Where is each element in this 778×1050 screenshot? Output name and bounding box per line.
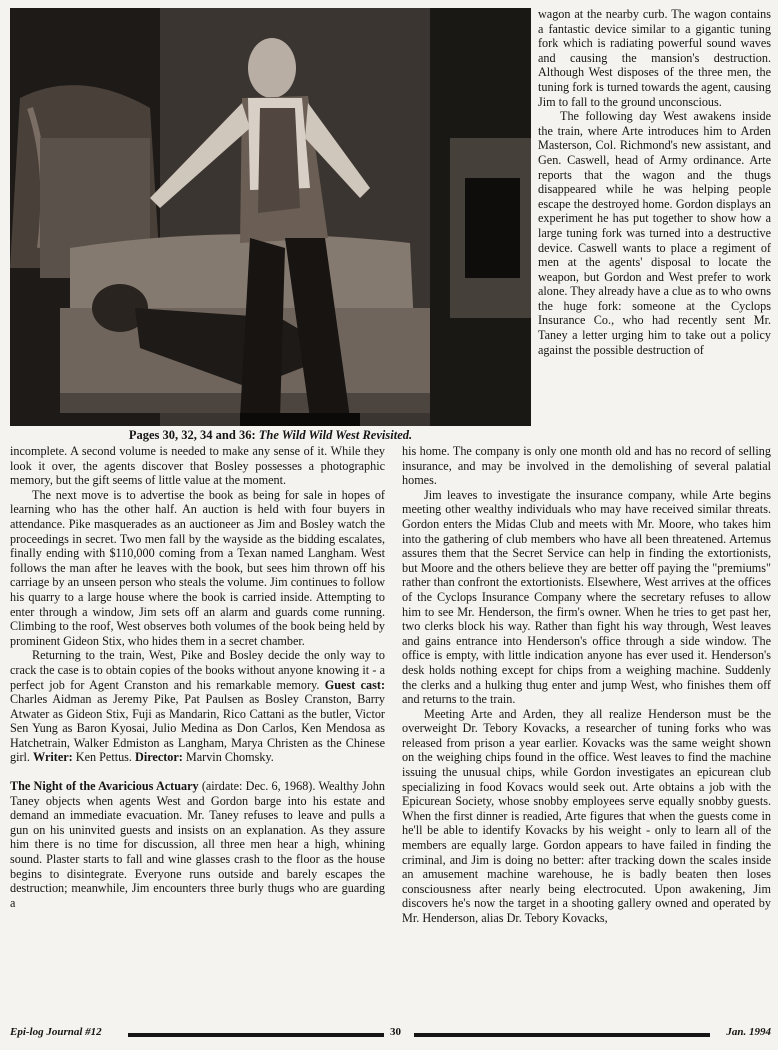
paragraph: his home. The company is only one month old and has no record of selling insurance, and may be involved in the demolishing of several palatial homes. [402, 444, 771, 488]
photo-caption [10, 428, 531, 442]
paragraph-text: Returning to the train, West, Pike and Bosley decide the only way to crack the case is to obtain copies of the books without anyone knowing it - a perfect job for Agent Cranston and his remarkable memory. [10, 648, 385, 692]
journal-name: Epi-log Journal #12 [10, 1026, 102, 1038]
paragraph-text: Wealthy John Taney objects when agents West and Gordon barge into his estate and demand an immediate evacuation. Mr. Taney refuses to leave and pulls a gun on his uninvited guests and insists on an explanation. As they assure him there is no time for discussion, all three men hear a high, whining sound. Plaster starts to fall and wine glasses crash to the floor as the house begins to disintegrate. Everyone runs outside and barely escapes the destruction; meanwhile, Jim encounters three burly thugs who are guarding a [10, 779, 385, 910]
page-footer [10, 1026, 771, 1044]
issue-date: Jan. 1994 [726, 1026, 771, 1038]
director-text: Marvin Chomsky. [185, 750, 274, 765]
footer-rule [414, 1033, 710, 1037]
paragraph: The next move is to advertise the book as being for sale in hopes of learning who has the other half. An auction is held with four buyers in attendance. Pike masquerades as an auctioneer as Jim and Bosley watch the proceedings in secret. Two men fall by the wayside as the bidding escalates, finally ending with $110,000 coming from a Texan named Langham. West follows the man after he leaves with the book, but sees him thrown off his carriage by an unseen person who steals the volume. Jim continues to follow his quarry to a large house where the book is carried inside. Attempting to enter through a window, Jim sets off an alarm and guards come running. Climbing to the roof, West observes both volumes of the book being held by prominent Gideon Stix, who hides them in a secret chamber. [10, 487, 385, 648]
episode-paragraph [10, 779, 385, 910]
paragraph: Jim leaves to investigate the insurance company, while Arte begins meeting other wealthy individuals who may have received similar threats. Gordon enters the Midas Club and meets with Mr. Moore, who takes him into the gathering of club members who have all been threatened. Artemus assures them that the Secret Service can help in finding the extortionists, but Moore and the others believe they are better off paying the "premiums" rather than confront the extortionists. Elsewhere, West arrives at the offices of the Cyclops Insurance Company where the secretary refuses to allow him to see Mr. Henderson, the firm's owner. When he tries to get past her, two clerks block his way. Rather than fight his way through, West leaves and gains entrance into Henderson's office through a side window. The office is empty, with little indication anyone has ever used it. Henderson's desk holds nothing except for chips from a weighing machine. Suddenly the clerks and a hulking thug enter and jump West, who finishes them off and returns to the train. [402, 487, 771, 707]
left-column [10, 444, 385, 910]
right-column-top [538, 7, 771, 357]
paragraph: Meeting Arte and Arden, they all realize Henderson must be the overweight Dr. Tebory Kovacks, a researcher of tuning forks who was released from prison a year earlier. Kovacks was the same weight shown on the weighing chips found in the office. West leaves to find the machine issuing the unusual chips, while Gordon investigates an epicurean club specializing in food Kovacs would seek out. Arte obtains a job with the Epicurean Society, whose snobby employees serve equally snobby guests. When the first dinner is readied, Arte figures that when the guests come in he'll be able to identify Kovacks by his weight - only to learn all of the members are equally large. Gordon appears to have failed in finding the criminal, and Jim is doing no better: after tracking down the scales inside an amusement machine warehouse, he is badly beaten then loses consciousness after nearly being electrocuted. Upon awakening, Jim discovers he's now the target in a shooting gallery owned and operated by Mr. Henderson, alias Dr. Tebory Kovacks, [402, 706, 771, 925]
paragraph: incomplete. A second volume is needed to make any sense of it. While they look it over, the agents discover that Bosley possesses a photographic memory, but the gift seems of little value at the moment. [10, 444, 385, 488]
guest-cast-label: Guest cast: [324, 677, 386, 692]
guest-cast-text: Charles Aidman as Jeremy Pike, Pat Paulsen as Bosley Cranston, Barry Atwater as Gideon Stix, Fuji as Mandarin, Rico Cattani as the butler, Victor Sen Yung as Baron Kyosai, Julio Medina as Don Carlos, Ken Mendosa as Hatchetrain, Walker Edmiston as Langham, Marya Christen as the Chinese girl. [10, 692, 385, 765]
caption-pages: Pages 30, 32, 34 and 36: [128, 428, 256, 442]
caption-title: The Wild Wild West Revisited. [258, 428, 413, 442]
paragraph: The following day West awakens inside the train, where Arte introduces him to Arden Masterson, Col. Richmond's new assistant, and Gen. Caswell, head of Army ordinance. Arte reports that the wagon and the thugs disappeared while he was helping people escape the destroyed home. Gordon displays an experiment he has put together to show how a large tuning fork was turned into a destructive device. Caswell wants to place a regiment of men at the agents' disposal to locate the weapon, but Gordon and West prefer to work alone. They already have a clue as to who owns the huge fork: someone at the Cyclops Insurance Co., who had recently sent Mr. Taney a letter urging him to take out a policy against the possible destruction of [538, 109, 771, 357]
writer-label: Writer: [33, 750, 73, 765]
director-label: Director: [135, 750, 183, 765]
page-number: 30 [390, 1026, 401, 1038]
episode-photo [10, 8, 531, 426]
episode-title: The Night of the Avaricious Actuary [10, 779, 199, 794]
episode-airdate: (airdate: Dec. 6, 1968). [201, 779, 316, 794]
right-column-bottom [402, 444, 771, 926]
writer-text: Ken Pettus. [75, 750, 132, 765]
paragraph: wagon at the nearby curb. The wagon contains a fantastic device similar to a gigantic tuning fork which is radiating powerful sound waves and causing the mansion's destruction. Although West disposes of the three men, the tuning fork is turned towards the agent, causing Jim to fall to the ground unconscious. [538, 7, 771, 109]
footer-rule [128, 1033, 384, 1037]
credits-paragraph [10, 648, 385, 765]
